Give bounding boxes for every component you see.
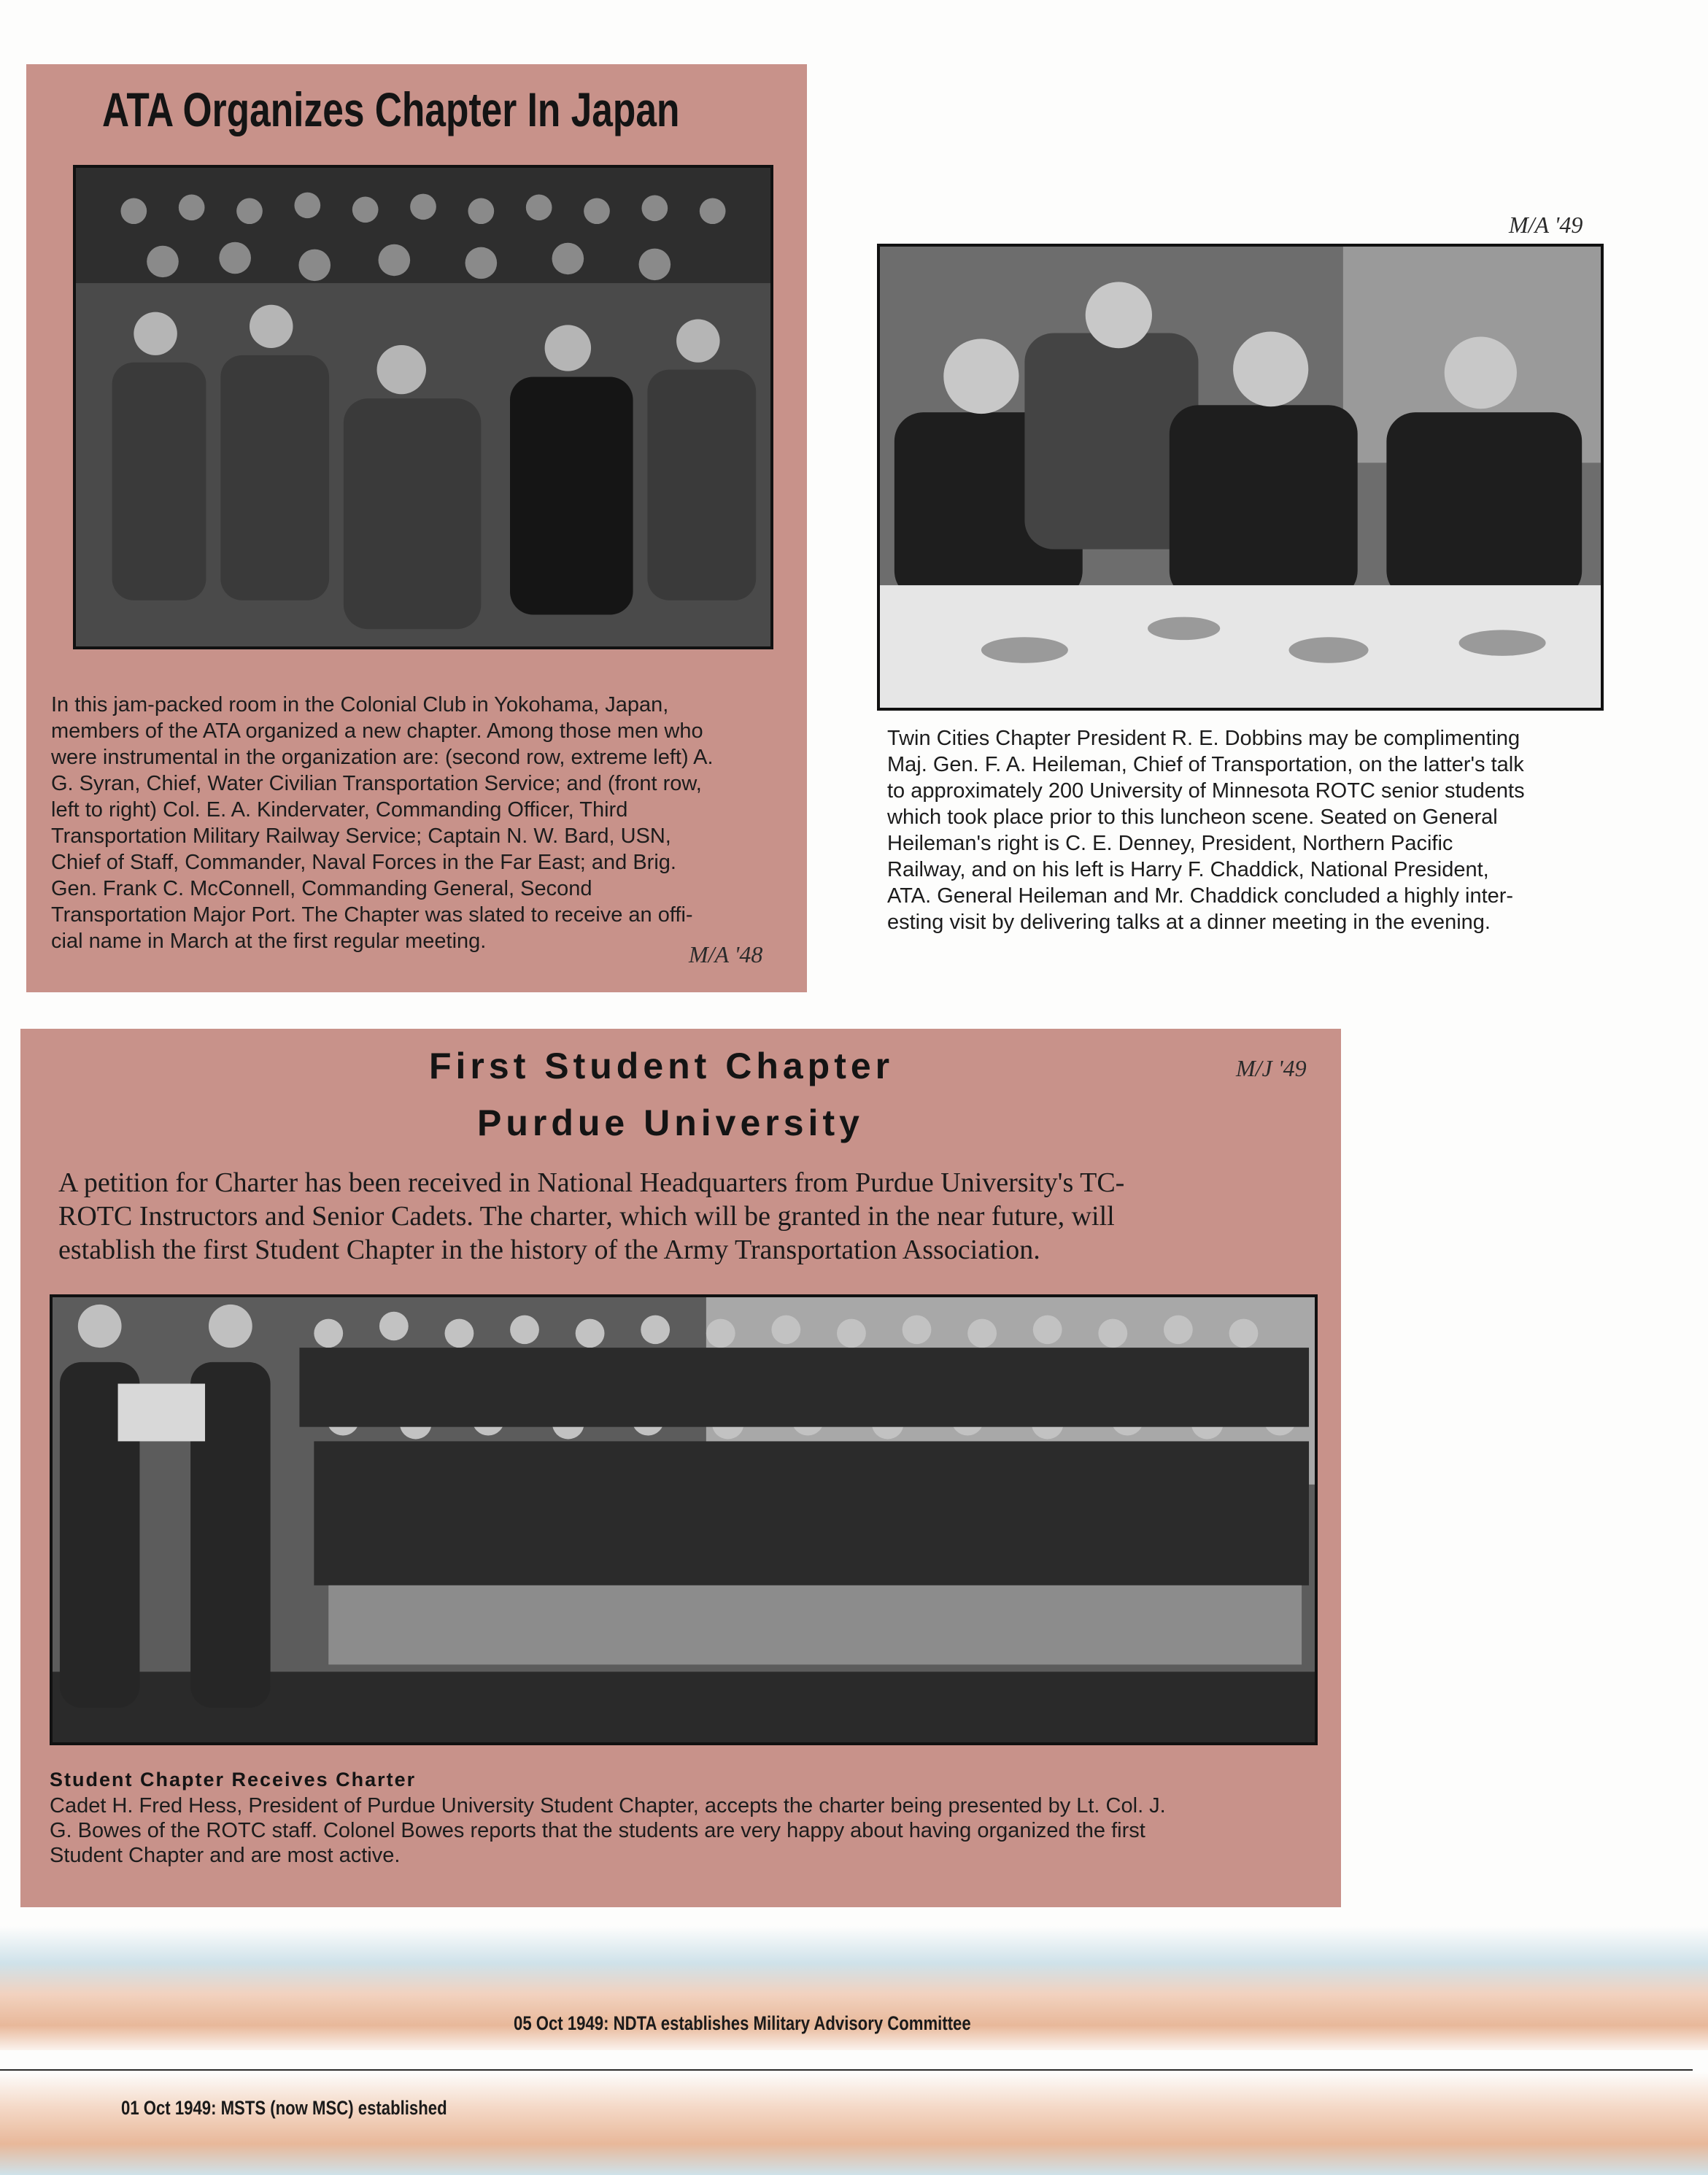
timeline-event-ndta: 05 Oct 1949: NDTA establishes Military Advisory Committee: [514, 2012, 971, 2034]
photo-purdue-charter: [50, 1294, 1318, 1745]
timeline-divider: [0, 2069, 1693, 2071]
article-purdue-caption-title: Student Chapter Receives Charter: [50, 1769, 417, 1790]
article-purdue-caption: Cadet H. Fred Hess, President of Purdue University Student Chapter, accepts the charter being presented by Lt. Col. J. G. Bowes of the ROTC staff. Colonel Bowes reports that the students are very happy about having organized the first Student Chapter and are most active.: [50, 1794, 1166, 1867]
article-purdue-intro: A petition for Charter has been received in National Headquarters from Purdue University's TC- ROTC Instructors and Senior Cadets. The charter, which will be granted in the near future, will establish the first Student Chapter in the history of the Army Transportation Association.: [58, 1167, 1125, 1265]
timeline-band-bottom: [0, 2072, 1708, 2175]
article-purdue-title-line2: Purdue University: [477, 1102, 864, 1143]
article-twincities-citation: M/A '49: [1509, 212, 1583, 238]
article-twincities-caption: Twin Cities Chapter President R. E. Dobbins may be complimenting Maj. Gen. F. A. Heileman, Chief of Transportation, on the latter's talk to approximately 200 University of Minnesota ROTC senior students which took place prior to this luncheon scene. Seated on General Heileman's right is C. E. Denney, President, Northern Pacific Railway, and on his left is Harry F. Chaddick, National President, ATA. General Heileman and Mr. Chaddick concluded a highly inter- esting visit by delivering talks at a dinner meeting in the evening.: [887, 727, 1525, 934]
timeline-event-msts: 01 Oct 1949: MSTS (now MSC) established: [121, 2097, 447, 2119]
article-japan-caption: In this jam-packed room in the Colonial Club in Yokohama, Japan, members of the ATA organized a new chapter. Among those men who were instrumental in the organization are: (second row, extreme left) A. G. Syran, Chief, Water Civilian Transportation Service; and (front row, left to right) Col. E. A. Kindervater, Commanding Officer, Third Transportation Military Railway Service; Captain N. W. Bard, USN, Chief of Staff, Commander, Naval Forces in the Far East; and Brig. Gen. Frank C. McConnell, Commanding General, Second Transportation Major Port. The Chapter was slated to receive an offi- cial name in March at the first regular meeting.: [51, 693, 714, 953]
article-purdue-citation: M/J '49: [1236, 1055, 1307, 1081]
photo-japan-meeting: [73, 165, 773, 649]
article-purdue-title-line1: First Student Chapter: [429, 1046, 894, 1086]
photo-twincities-luncheon: [877, 244, 1604, 711]
article-japan-citation: M/A '48: [689, 941, 763, 967]
article-japan-title: ATA Organizes Chapter In Japan: [102, 82, 680, 136]
